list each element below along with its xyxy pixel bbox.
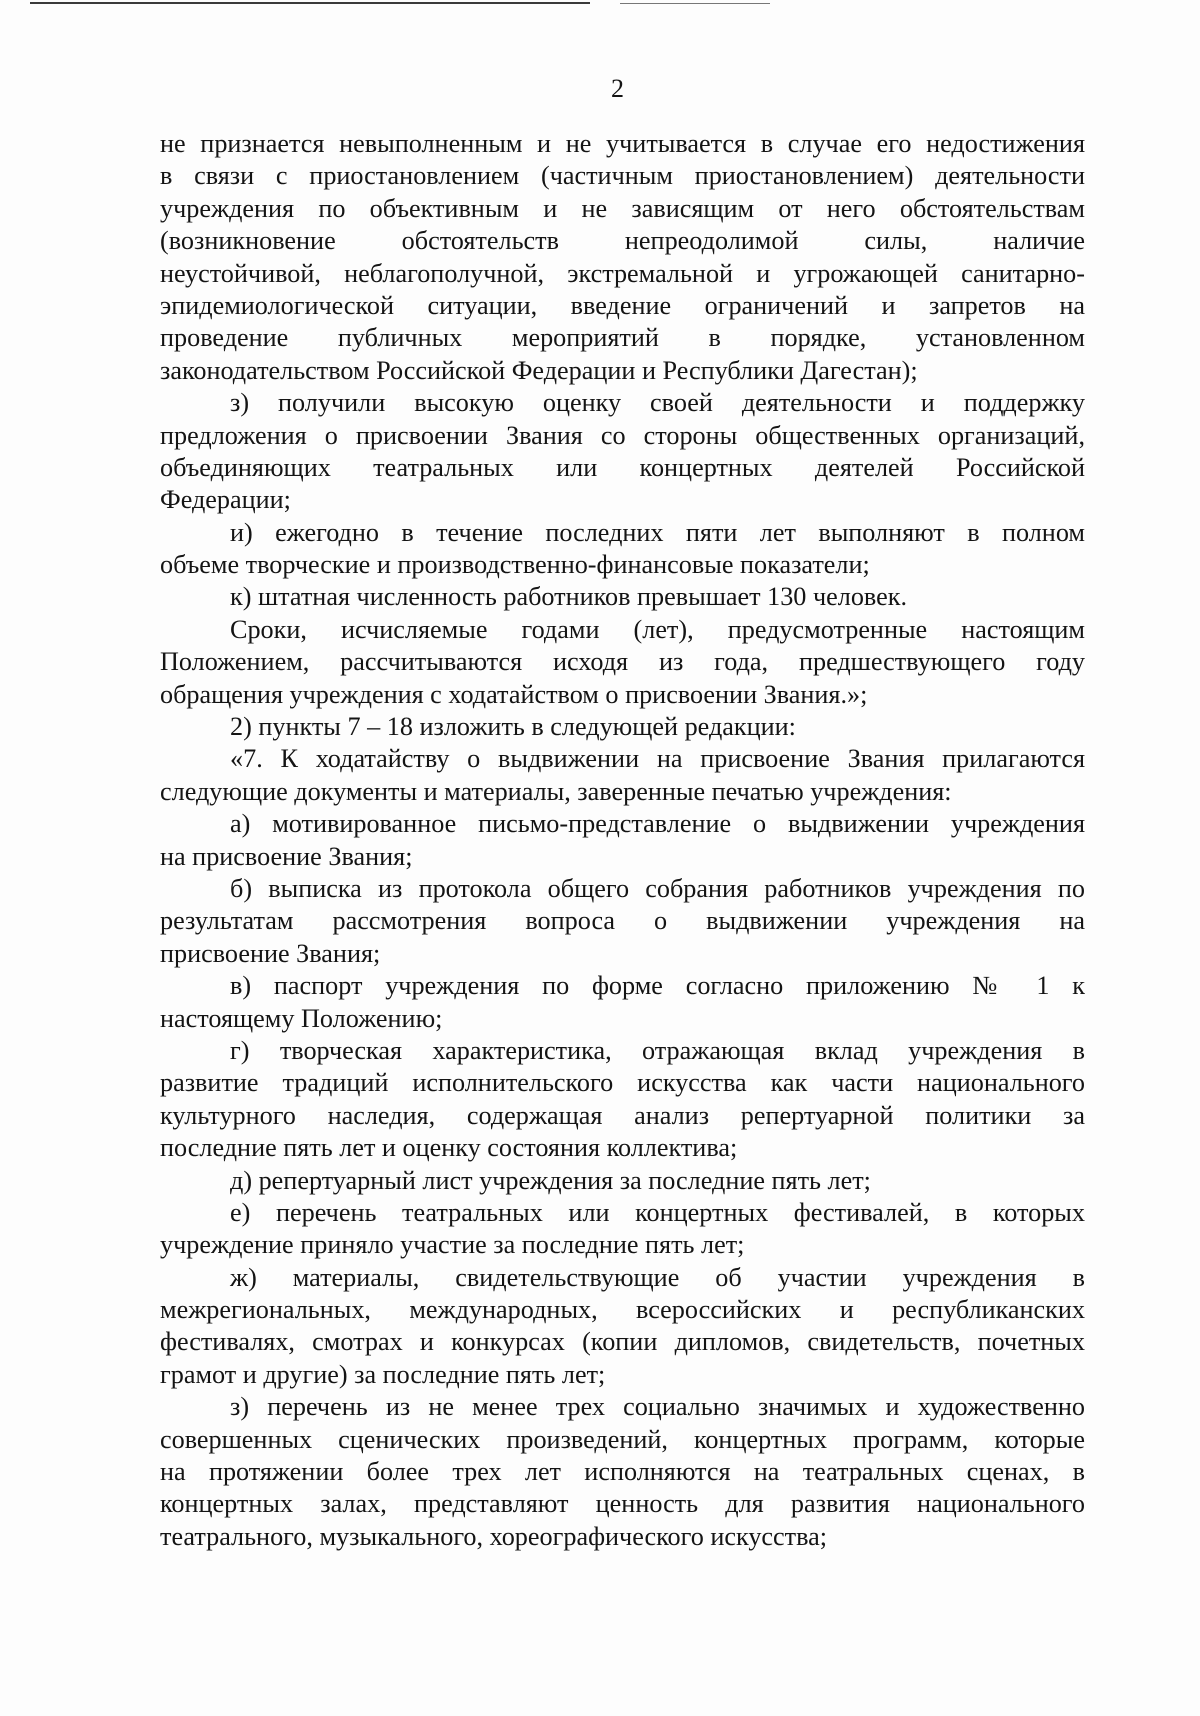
text-line: к) штатная численность работников превышает 130 человек. xyxy=(230,582,908,612)
text-line: эпидемиологической ситуации, введение ограничений и запретов на xyxy=(160,290,1085,320)
text-line: Положением, рассчитываются исходя из года, предшествующего году xyxy=(160,647,1085,677)
text-line: межрегиональных, международных, всероссийских и республиканских xyxy=(160,1295,1085,1325)
text-line: проведение публичных мероприятий в порядке, установленном xyxy=(160,323,1085,353)
text-line: законодательством Российской Федерации и Республики Дагестан); xyxy=(160,355,918,385)
text-line: д) репертуарный лист учреждения за последние пять лет; xyxy=(230,1165,871,1195)
text-line: Сроки, исчисляемые годами (лет), предусмотренные настоящим xyxy=(230,614,1085,644)
text-line: не признается невыполненным и не учитывается в случае его недостижения xyxy=(160,129,1085,158)
text-line: объеме творческие и производственно-финансовые показатели; xyxy=(160,550,870,580)
scan-edge-line xyxy=(620,3,770,4)
page-number: 2 xyxy=(611,74,624,103)
text-line: ж) материалы, свидетельствующие об участии учреждения в xyxy=(230,1262,1085,1292)
text-line: «7. К ходатайству о выдвижении на присвоение Звания прилагаются xyxy=(230,744,1085,774)
text-line: настоящему Положению; xyxy=(160,1003,443,1033)
text-line: совершенных сценических произведений, концертных программ, которые xyxy=(160,1424,1085,1454)
text-line: грамот и другие) за последние пять лет; xyxy=(160,1359,606,1389)
text-line: Федерации; xyxy=(160,485,291,515)
text-line: на присвоение Звания; xyxy=(160,841,413,871)
text-line: следующие документы и материалы, заверенные печатью учреждения: xyxy=(160,776,952,806)
scan-edge-line xyxy=(30,2,590,4)
text-line: учреждения по объективным и не зависящим от него обстоятельствам xyxy=(160,193,1085,223)
text-line: г) творческая характеристика, отражающая вклад учреждения в xyxy=(230,1035,1085,1065)
text-line: (возникновение обстоятельств непреодолимой силы, наличие xyxy=(160,226,1085,256)
text-line: развитие традиций исполнительского искусства как части национального xyxy=(160,1068,1085,1098)
text-line: присвоение Звания; xyxy=(160,938,381,968)
text-line: б) выписка из протокола общего собрания работников учреждения по xyxy=(230,873,1085,903)
text-line: учреждение приняло участие за последние пять лет; xyxy=(160,1230,745,1260)
document-body xyxy=(160,128,1085,1553)
text-line: 2) пункты 7 – 18 изложить в следующей редакции: xyxy=(230,712,796,742)
text-line: з) перечень из не менее трех социально значимых и художественно xyxy=(230,1392,1085,1422)
text-line: з) получили высокую оценку своей деятельности и поддержку xyxy=(230,388,1085,418)
text-line: а) мотивированное письмо-представление о выдвижении учреждения xyxy=(230,809,1085,839)
text-line: и) ежегодно в течение последних пяти лет выполняют в полном xyxy=(230,517,1085,547)
text-line: фестивалях, смотрах и конкурсах (копии дипломов, свидетельств, почетных xyxy=(160,1327,1085,1357)
text-line: обращения учреждения с ходатайством о присвоении Звания.»; xyxy=(160,679,868,709)
text-line: е) перечень театральных или концертных фестивалей, в которых xyxy=(230,1197,1085,1227)
text-line: концертных залах, представляют ценность для развития национального xyxy=(160,1489,1085,1519)
text-line: культурного наследия, содержащая анализ репертуарной политики за xyxy=(160,1100,1085,1130)
text-line: театрального, музыкального, хореографического искусства; xyxy=(160,1521,828,1551)
text-line: на протяжении более трех лет исполняются на театральных сценах, в xyxy=(160,1457,1085,1487)
text-line: объединяющих театральных или концертных деятелей Российской xyxy=(160,452,1085,482)
text-line: последние пять лет и оценку состояния коллектива; xyxy=(160,1133,738,1163)
text-line: неустойчивой, неблагополучной, экстремальной и угрожающей санитарно- xyxy=(160,258,1085,288)
text-line: в связи с приостановлением (частичным приостановлением) деятельности xyxy=(160,161,1085,191)
text-line: предложения о присвоении Звания со стороны общественных организаций, xyxy=(160,420,1085,450)
text-line: в) паспорт учреждения по форме согласно приложению № 1 к xyxy=(230,971,1085,1001)
text-line: результатам рассмотрения вопроса о выдвижении учреждения на xyxy=(160,906,1085,936)
